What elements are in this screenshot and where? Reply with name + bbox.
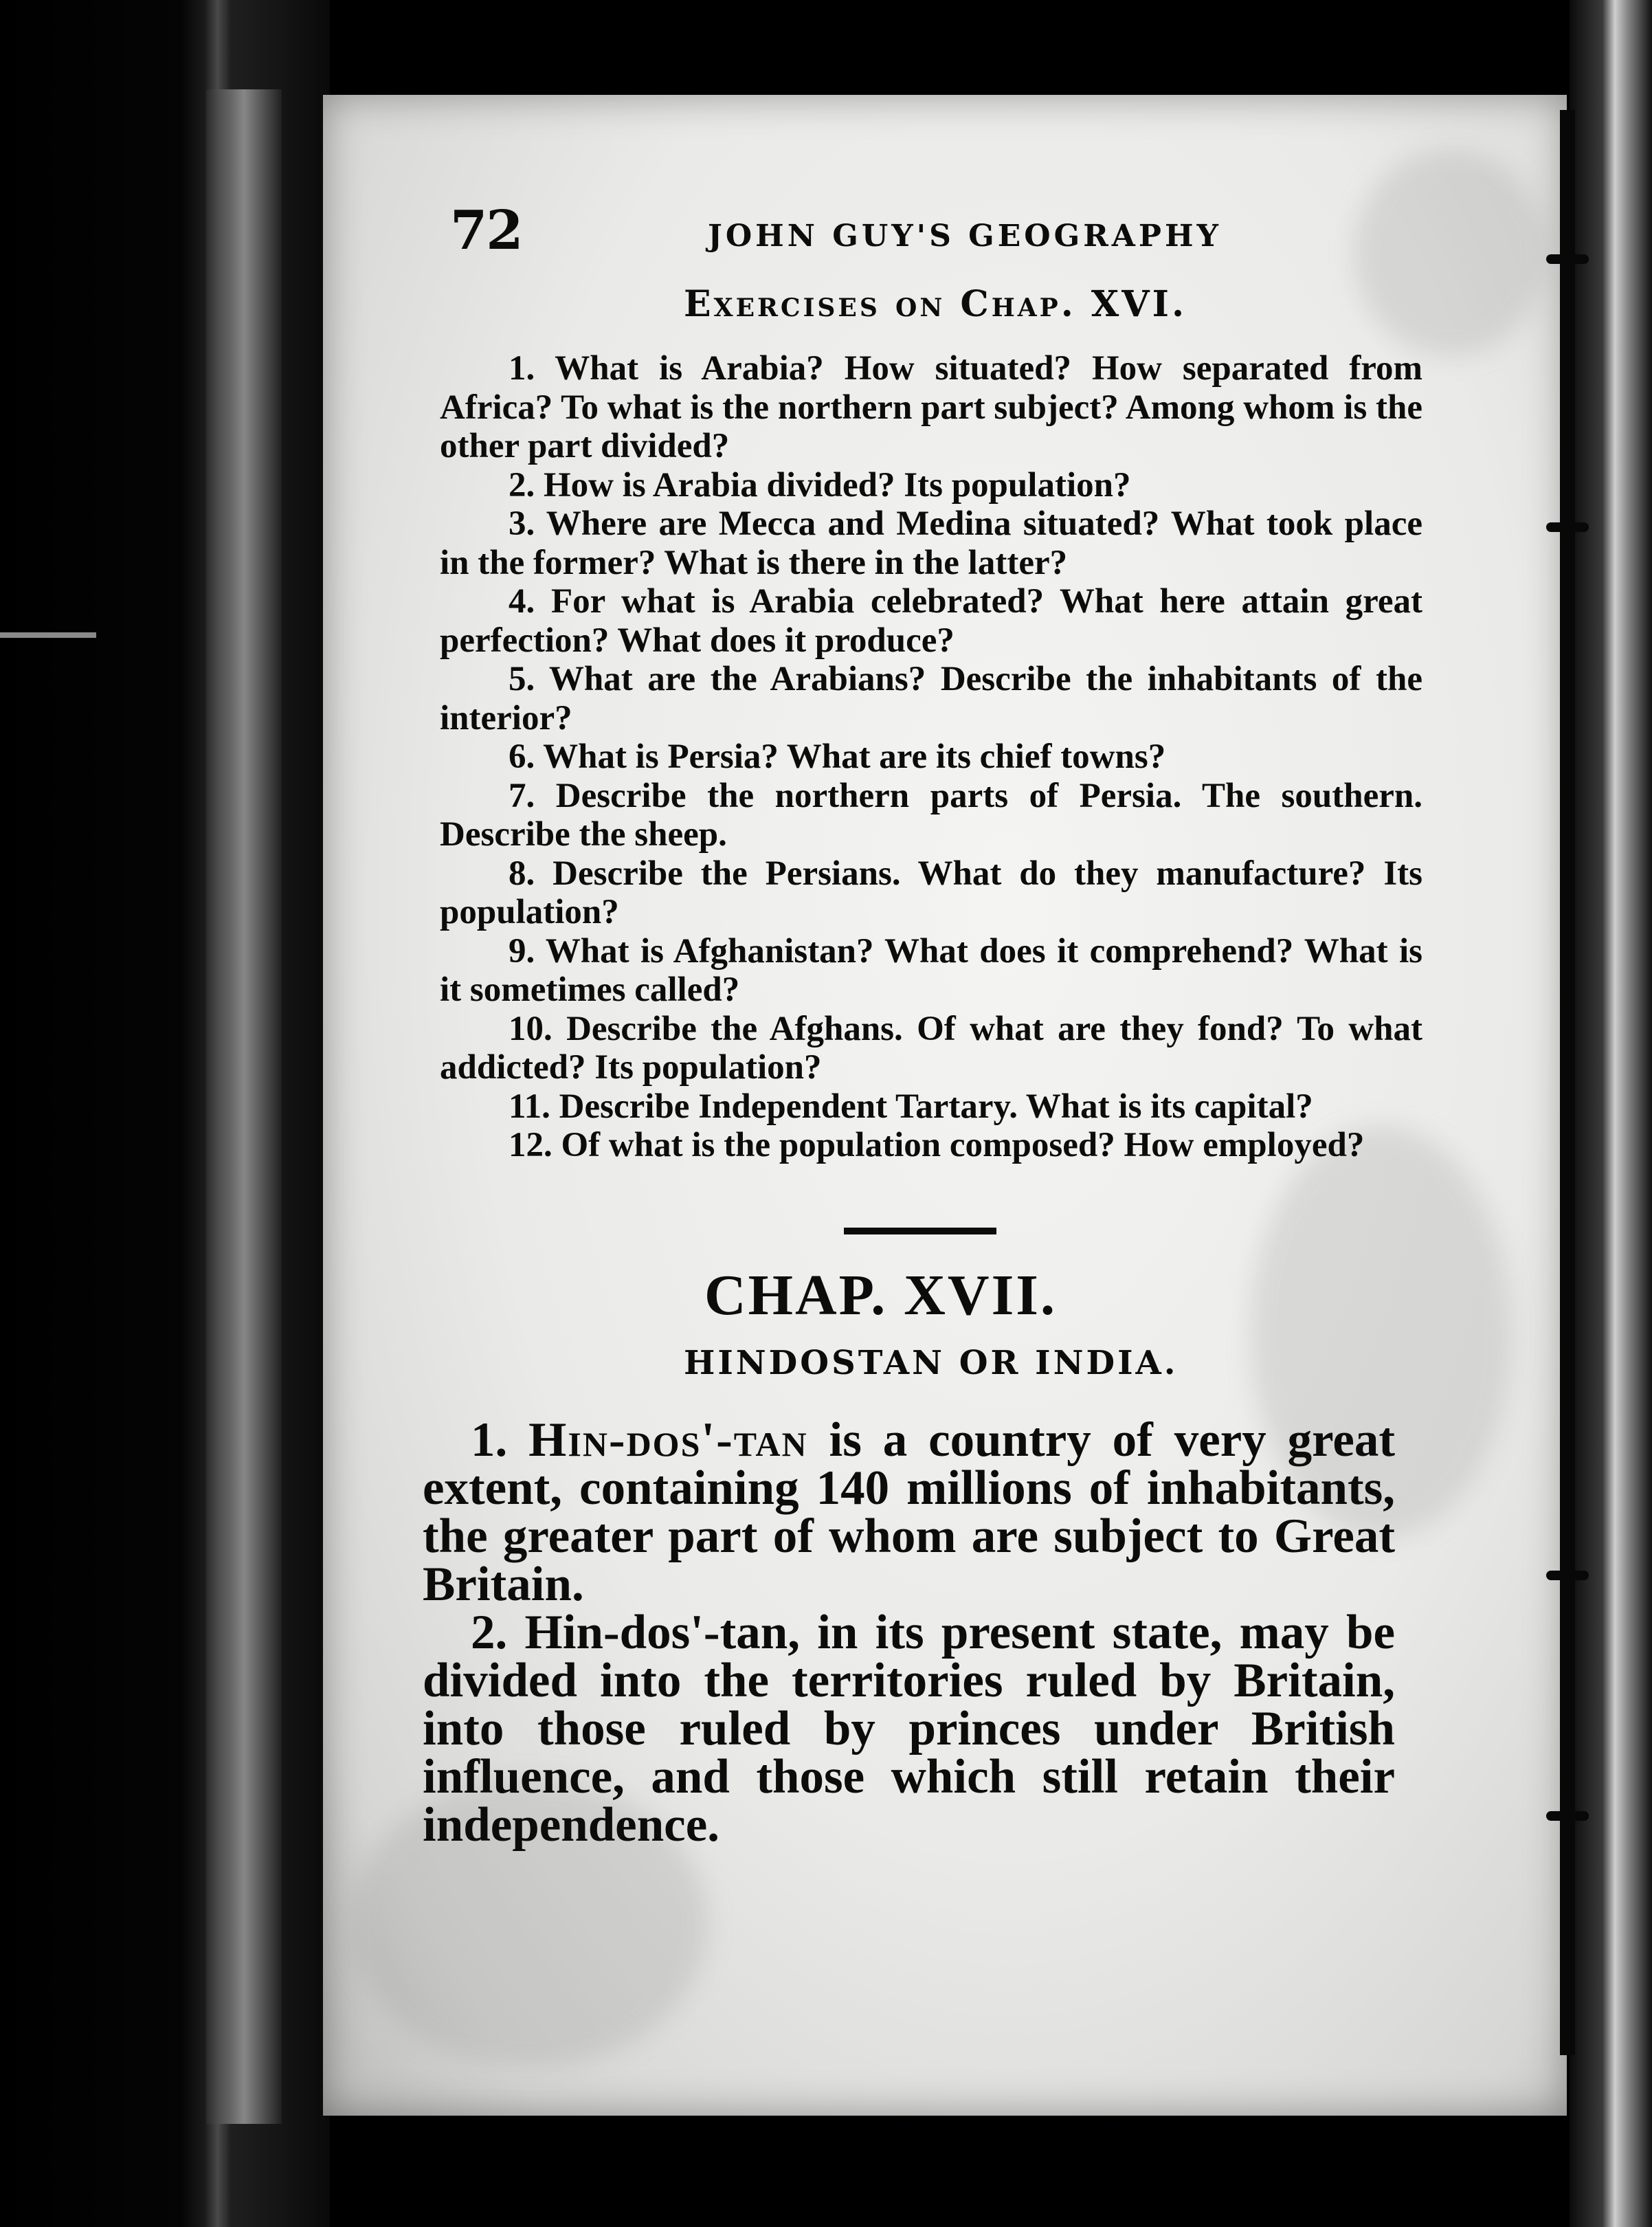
exercises-list bbox=[440, 349, 1422, 1165]
page-edge-notch bbox=[1546, 1811, 1589, 1821]
page-edge bbox=[1560, 110, 1575, 2055]
running-head: JOHN GUY'S GEOGRAPHY bbox=[708, 219, 1222, 254]
exercise-item: 3. Where are Mecca and Medina situated? What took place in the former? What is there in the latter? bbox=[440, 505, 1422, 582]
exercise-item: 12. Of what is the population composed? How employed? bbox=[509, 1126, 1365, 1164]
section-divider bbox=[844, 1228, 996, 1234]
book-binding bbox=[206, 89, 282, 2124]
paragraph-lead-term: Hin-dos'-tan bbox=[528, 1413, 808, 1467]
scanner-background-right bbox=[1570, 0, 1652, 2227]
exercise-item: 9. What is Afghanistan? What does it comprehend? What is it sometimes called? bbox=[440, 931, 1422, 1009]
paragraph-text: Hin-dos'-tan, in its present state, may be divided into the territories ruled by Britain, into those ruled by princes under British influence, and those which still retain their independence. bbox=[423, 1606, 1395, 1852]
chapter-title: CHAP. XVII. bbox=[704, 1263, 1057, 1327]
page-edge-notch bbox=[1546, 1571, 1589, 1580]
exercise-item: 2. How is Arabia divided? Its population? bbox=[509, 465, 1131, 505]
paragraph-text: is a country of very great extent, containing 140 millions of inhabitants, the greater part of whom are subject to Great Britain. bbox=[423, 1413, 1395, 1611]
page-number: 72 bbox=[450, 199, 522, 262]
paragraph bbox=[423, 1606, 1395, 1852]
scanner-background-left bbox=[0, 0, 330, 2227]
chapter-body bbox=[423, 1413, 1395, 1852]
binding-mark bbox=[0, 632, 96, 638]
page-edge-notch bbox=[1546, 254, 1589, 264]
exercise-item: 11. Describe Independent Tartary. What is its capital? bbox=[509, 1087, 1313, 1126]
exercises-heading: Exercises on Chap. XVI. bbox=[684, 283, 1187, 325]
exercise-item: 10. Describe the Afghans. Of what are they fond? To what addicted? Its population? bbox=[440, 1009, 1422, 1087]
exercise-item: 7. Describe the northern parts of Persia. The southern. Describe the sheep. bbox=[440, 776, 1422, 854]
exercise-item: 5. What are the Arabians? Describe the inhabitants of the interior? bbox=[440, 660, 1422, 738]
paragraph bbox=[423, 1413, 1395, 1611]
chapter-subtitle: HINDOSTAN OR INDIA. bbox=[684, 1344, 1179, 1382]
page-edge-notch bbox=[1546, 522, 1589, 532]
exercise-item: 8. Describe the Persians. What do they manufacture? Its population? bbox=[440, 854, 1422, 931]
paragraph-number: 2. bbox=[471, 1606, 508, 1659]
exercise-item: 1. What is Arabia? How situated? How separated from Africa? To what is the northern part subject? Among whom is the other part divided? bbox=[440, 349, 1422, 465]
paragraph-number: 1. bbox=[471, 1413, 508, 1467]
page-stain bbox=[1354, 150, 1546, 356]
exercise-item: 6. What is Persia? What are its chief towns? bbox=[509, 738, 1166, 776]
exercise-item: 4. For what is Arabia celebrated? What here attain great perfection? What does it produce? bbox=[440, 582, 1422, 660]
